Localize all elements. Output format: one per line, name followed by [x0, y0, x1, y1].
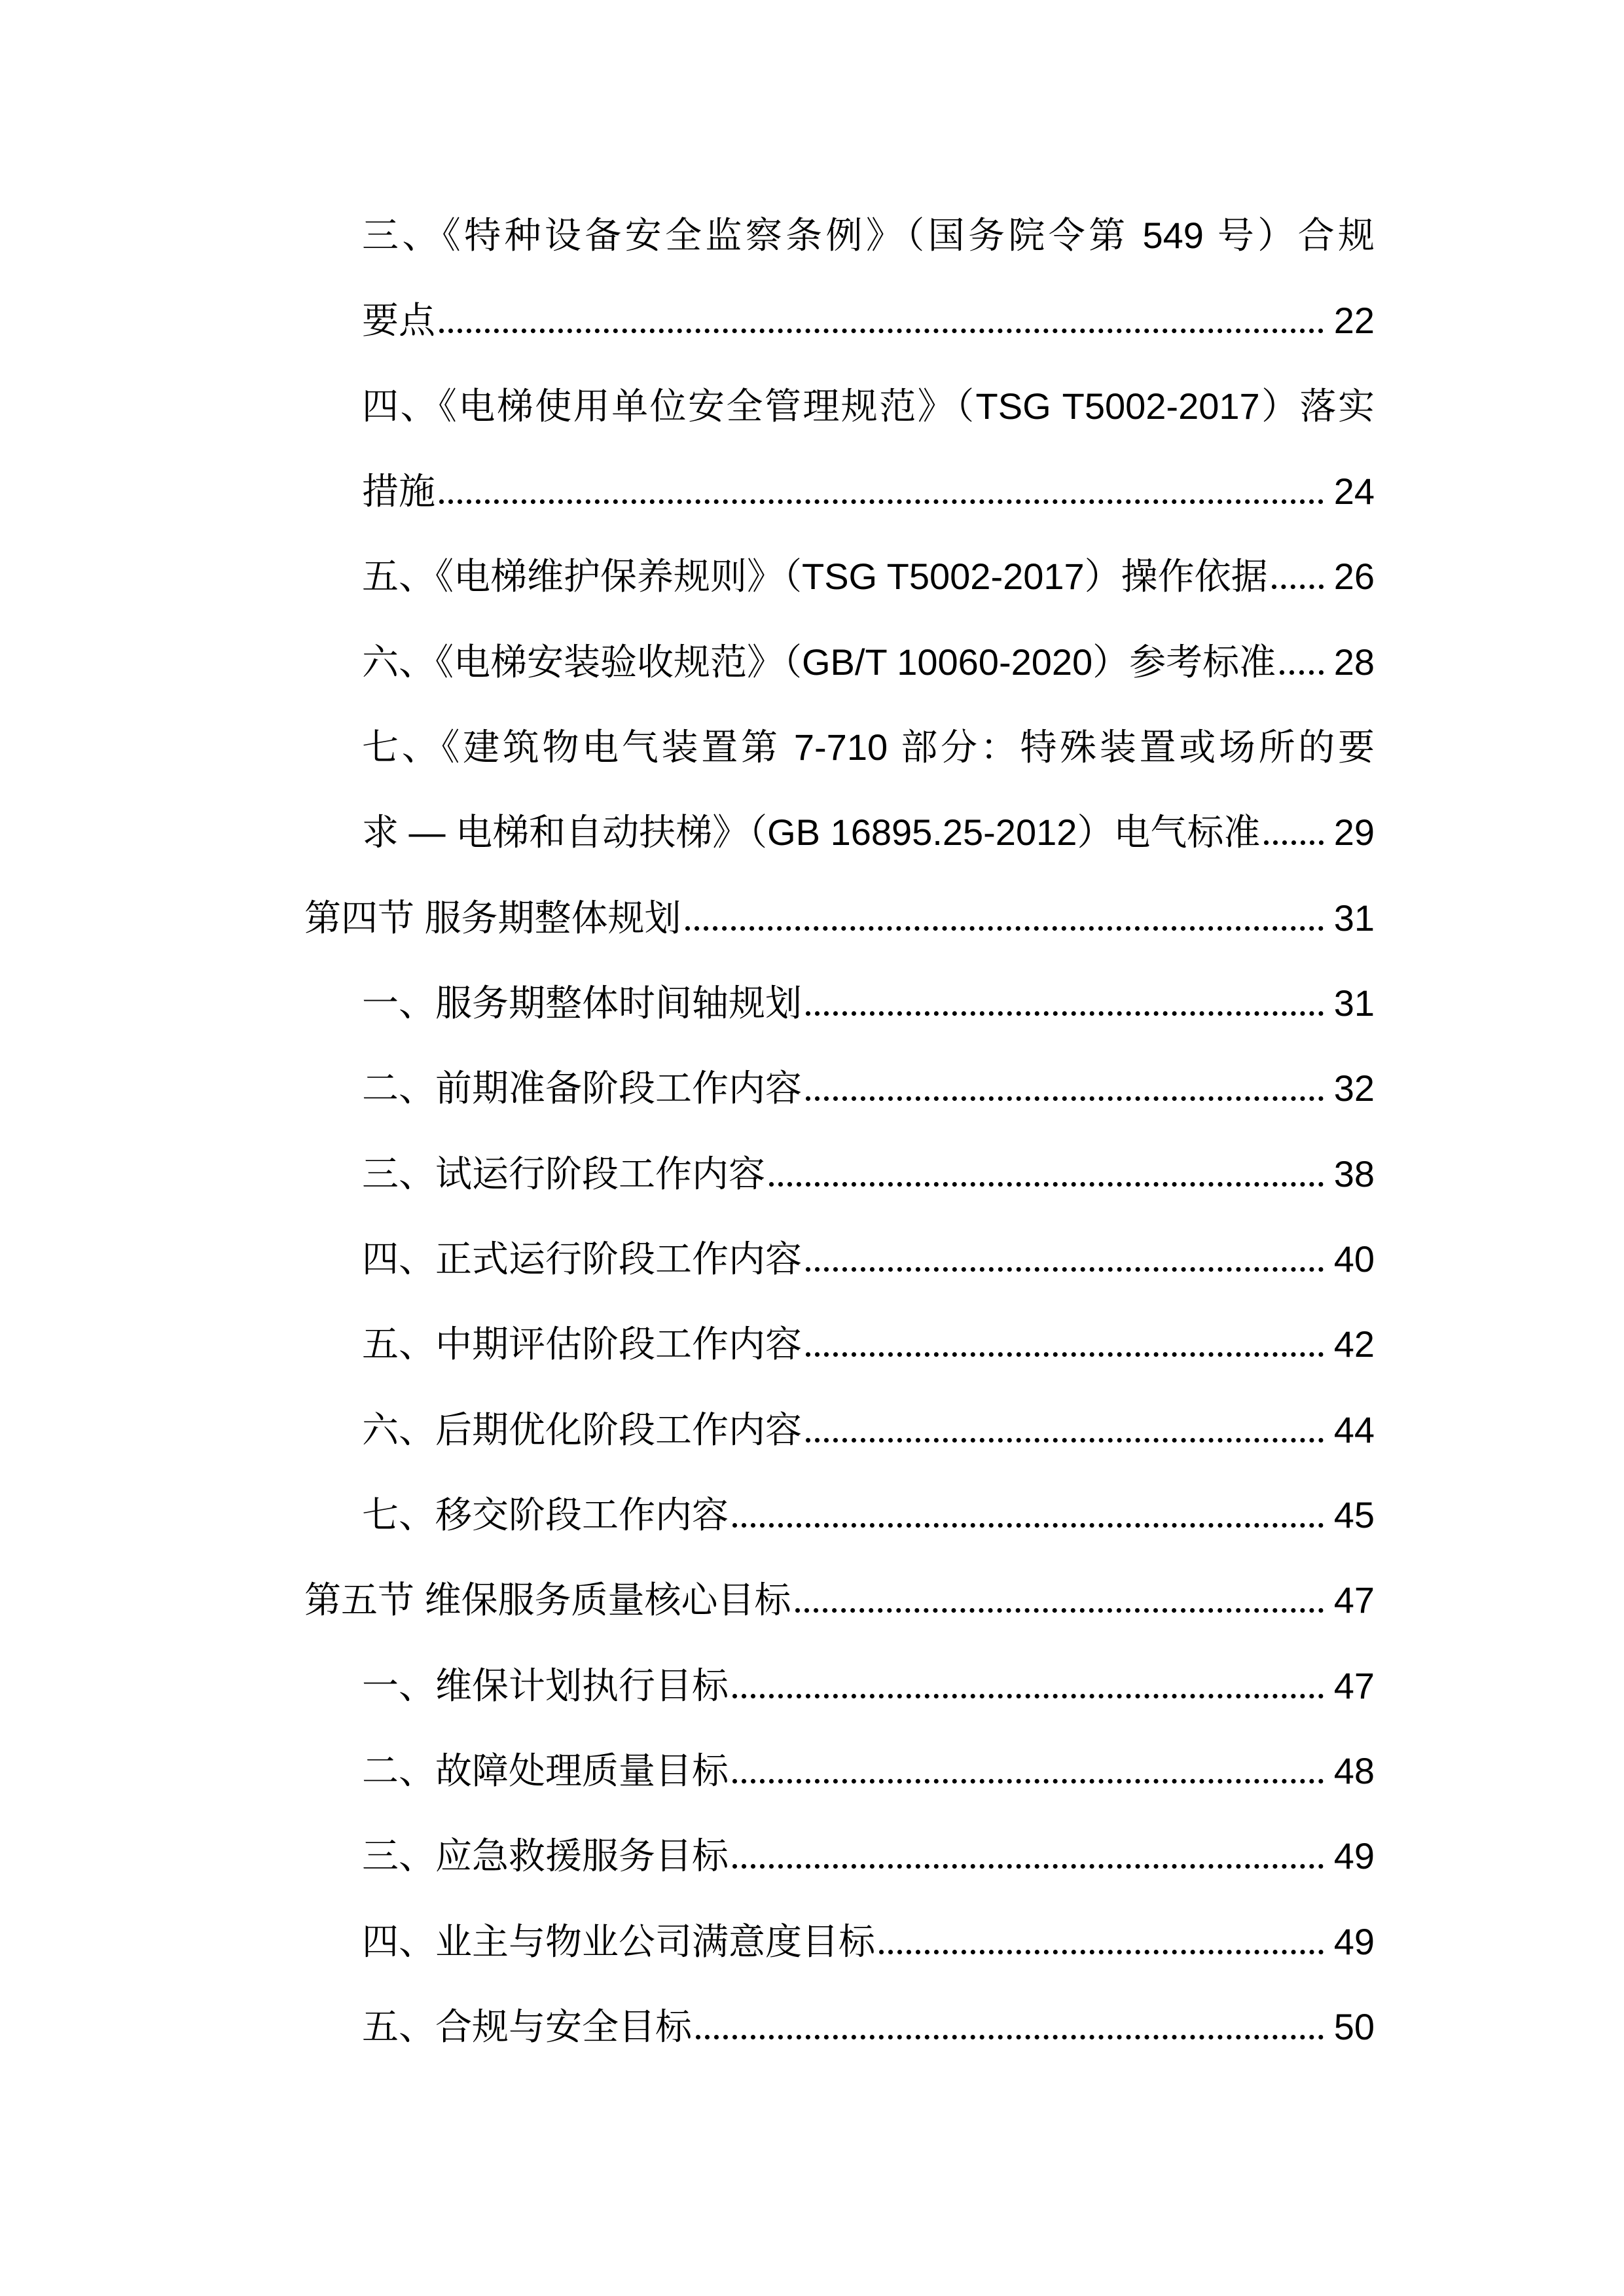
- page-number: 31: [1333, 897, 1375, 939]
- dot-leader: [769, 1182, 1324, 1187]
- toc-row[interactable]: [304, 1132, 1375, 1217]
- dot-leader: [879, 1950, 1324, 1954]
- toc-row[interactable]: [304, 876, 1375, 961]
- toc-entry-text: 五、《电梯维护保养规则》（TSG T5002-2017）操作依据: [362, 556, 1268, 598]
- toc-row[interactable]: [304, 1984, 1375, 2070]
- toc-entry-text: 六、后期优化阶段工作内容: [362, 1408, 802, 1450]
- toc-entry-text: 六、《电梯安装验收规范》（GB/T 10060-2020）参考标准: [362, 641, 1276, 683]
- toc-row[interactable]: [304, 1473, 1375, 1558]
- page-number: 24: [1333, 470, 1375, 512]
- toc-row[interactable]: [304, 534, 1375, 619]
- toc-entry-text: 二、故障处理质量目标: [362, 1749, 729, 1791]
- toc-row[interactable]: [304, 790, 1375, 875]
- toc-entry-text: 三、应急救援服务目标: [362, 1835, 729, 1877]
- page-number: 47: [1333, 1579, 1375, 1621]
- toc-row[interactable]: [304, 620, 1375, 705]
- dot-leader: [806, 1352, 1324, 1357]
- page-number: 49: [1333, 1920, 1375, 1962]
- toc-row[interactable]: [304, 1388, 1375, 1473]
- dot-leader: [806, 1267, 1324, 1272]
- toc-row[interactable]: [304, 193, 1375, 278]
- dot-leader: [732, 1694, 1324, 1698]
- page-number: 29: [1333, 812, 1375, 853]
- page-number: 45: [1333, 1494, 1375, 1535]
- page-number: 32: [1333, 1067, 1375, 1109]
- toc-row[interactable]: [304, 1558, 1375, 1643]
- page-number: 50: [1333, 2005, 1375, 2047]
- toc-entry-text: 要点: [362, 300, 435, 342]
- toc-entry-text: 七、《建筑物电气装置第 7-710 部分：特殊装置或场所的要: [362, 726, 1375, 768]
- dot-leader: [696, 2035, 1324, 2039]
- dot-leader: [806, 1011, 1324, 1016]
- toc-entry-text: 四、《电梯使用单位安全管理规范》（TSG T5002-2017）落实: [362, 385, 1375, 427]
- toc-row[interactable]: [304, 1814, 1375, 1899]
- page-number: 28: [1333, 641, 1375, 683]
- dot-leader: [732, 1779, 1324, 1784]
- toc-entry-text: 第四节 服务期整体规划: [304, 897, 681, 939]
- toc-entry-text: 第五节 维保服务质量核心目标: [304, 1579, 791, 1621]
- page-number: 26: [1333, 556, 1375, 598]
- toc-entry-text: 三、试运行阶段工作内容: [362, 1153, 765, 1194]
- toc-entry-text: 求 — 电梯和自动扶梯》（GB 16895.25-2012）电气标准: [362, 812, 1261, 853]
- page-number: 22: [1333, 300, 1375, 342]
- toc-row[interactable]: [304, 1899, 1375, 1984]
- toc-entry-text: 一、服务期整体时间轴规划: [362, 982, 802, 1024]
- toc-row[interactable]: [304, 1643, 1375, 1729]
- dot-leader: [439, 329, 1324, 333]
- toc-entry-text: 一、维保计划执行目标: [362, 1664, 729, 1706]
- dot-leader: [1272, 584, 1324, 589]
- toc-row[interactable]: [304, 278, 1375, 363]
- toc-entry-text: 七、移交阶段工作内容: [362, 1494, 729, 1535]
- dot-leader: [732, 1523, 1324, 1528]
- page-number: 47: [1333, 1664, 1375, 1706]
- page-number: 44: [1333, 1408, 1375, 1450]
- toc-row[interactable]: [304, 1217, 1375, 1302]
- page-number: 38: [1333, 1153, 1375, 1194]
- page-number: 42: [1333, 1323, 1375, 1365]
- toc-entry-text: 措施: [362, 470, 435, 512]
- toc-row[interactable]: [304, 705, 1375, 790]
- dot-leader: [439, 499, 1324, 504]
- toc-row[interactable]: [304, 1302, 1375, 1387]
- toc-entry-text: 四、正式运行阶段工作内容: [362, 1238, 802, 1280]
- toc-entry-text: 五、合规与安全目标: [362, 2005, 692, 2047]
- page-number: 31: [1333, 982, 1375, 1024]
- dot-leader: [795, 1608, 1324, 1613]
- toc-entry-text: 二、前期准备阶段工作内容: [362, 1067, 802, 1109]
- dot-leader: [806, 1096, 1324, 1101]
- page-number: 49: [1333, 1835, 1375, 1877]
- toc-row[interactable]: [304, 449, 1375, 534]
- dot-leader: [732, 1864, 1324, 1869]
- page-number: 40: [1333, 1238, 1375, 1280]
- toc-row[interactable]: [304, 364, 1375, 449]
- toc-entry-text: 三、《特种设备安全监察条例》（国务院令第 549 号）合规: [362, 215, 1375, 256]
- toc-list: [304, 193, 1375, 2070]
- dot-leader: [1264, 840, 1323, 845]
- page-number: 48: [1333, 1749, 1375, 1791]
- dot-leader: [685, 926, 1324, 931]
- toc-entry-text: 五、中期评估阶段工作内容: [362, 1323, 802, 1365]
- dot-leader: [1280, 670, 1324, 675]
- toc-row[interactable]: [304, 1729, 1375, 1814]
- toc-row[interactable]: [304, 961, 1375, 1046]
- toc-row[interactable]: [304, 1046, 1375, 1131]
- dot-leader: [806, 1438, 1324, 1443]
- toc-entry-text: 四、业主与物业公司满意度目标: [362, 1920, 875, 1962]
